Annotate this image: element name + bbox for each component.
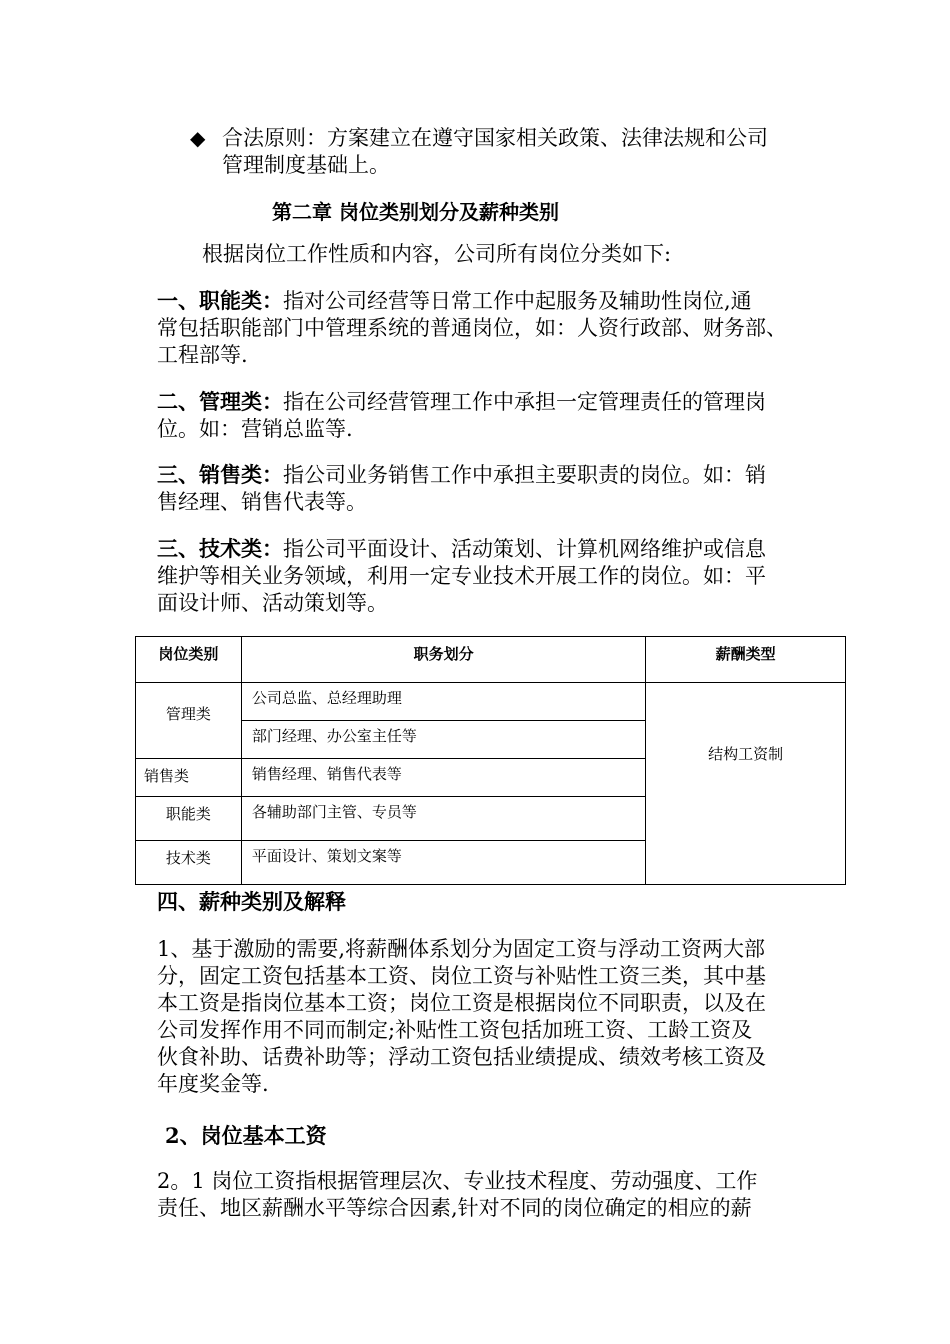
diamond-bullet-icon: ◆ [190, 126, 206, 150]
paragraph-line: 伙食补助、话费补助等；浮动工资包括业绩提成、绩效考核工资及 [157, 1045, 766, 1069]
section-heading: 二、管理类： [157, 389, 283, 414]
table-cell-category: 技术类 [136, 841, 242, 885]
section-sales [157, 461, 766, 489]
section-management [157, 388, 766, 416]
table-cell-category: 职能类 [136, 797, 242, 841]
paragraph-line: 本工资是指岗位基本工资；岗位工资是根据岗位不同职责，以及在 [157, 991, 766, 1015]
section-functional [157, 287, 752, 315]
table-cell-category: 销售类 [136, 759, 242, 797]
paragraph-line: 1、基于激励的需要,将薪酬体系划分为固定工资与浮动工资两大部 [157, 937, 766, 961]
paragraph-line: 分，固定工资包括基本工资、岗位工资与补贴性工资三类，其中基 [157, 964, 766, 988]
section-text: 工程部等. [157, 343, 248, 367]
bullet-line-2: 管理制度基础上。 [222, 153, 390, 177]
paragraph-line: 年度奖金等. [157, 1072, 269, 1096]
table-header-cell: 职务划分 [241, 637, 645, 683]
table-cell-salary-type: 结构工资制 [646, 683, 846, 885]
table-cell-duty: 平面设计、策划文案等 [241, 841, 645, 885]
section-text: 面设计师、活动策划等。 [157, 591, 388, 615]
job-category-table [135, 636, 846, 885]
chapter-title: 第二章 岗位类别划分及薪种类别 [272, 200, 559, 224]
section-text: 位。如：营销总监等. [157, 417, 353, 441]
section-text: 指公司业务销售工作中承担主要职责的岗位。如：销 [283, 463, 766, 487]
paragraph-line: 责任、地区薪酬水平等综合因素,针对不同的岗位确定的相应的薪 [157, 1196, 752, 1220]
paragraph-line: 公司发挥作用不同而制定;补贴性工资包括加班工资、工龄工资及 [157, 1018, 753, 1042]
section-heading: 三、销售类： [157, 462, 283, 487]
table-header-cell: 岗位类别 [136, 637, 242, 683]
section-text: 常包括职能部门中管理系统的普通岗位，如：人资行政部、财务部、 [157, 316, 787, 340]
section-text: 指公司平面设计、活动策划、计算机网络维护或信息 [283, 537, 766, 561]
table-cell-duty: 各辅助部门主管、专员等 [241, 797, 645, 841]
section4-heading: 四、薪种类别及解释 [157, 889, 346, 914]
section-text: 指对公司经营等日常工作中起服务及辅助性岗位,通 [283, 289, 752, 313]
section5-heading: 2、岗位基本工资 [165, 1123, 327, 1148]
section-text: 售经理、销售代表等。 [157, 490, 367, 514]
paragraph-line: 2。1 岗位工资指根据管理层次、专业技术程度、劳动强度、工作 [157, 1169, 758, 1193]
bullet-line-1: 合法原则：方案建立在遵守国家相关政策、法律法规和公司 [222, 126, 768, 150]
table-row [136, 683, 846, 721]
section-text: 维护等相关业务领域，利用一定专业技术开展工作的岗位。如：平 [157, 564, 766, 588]
table-cell-duty: 销售经理、销售代表等 [241, 759, 645, 797]
table-cell-duty: 部门经理、办公室主任等 [241, 721, 645, 759]
table-cell-duty: 公司总监、总经理助理 [241, 683, 645, 721]
intro-paragraph: 根据岗位工作性质和内容，公司所有岗位分类如下: [202, 242, 672, 266]
section-text: 指在公司经营管理工作中承担一定管理责任的管理岗 [283, 390, 766, 414]
section-heading: 一、职能类： [157, 288, 283, 313]
section-technical [157, 535, 766, 563]
table-header-row [136, 637, 846, 683]
table-header-cell: 薪酬类型 [646, 637, 846, 683]
table-cell-category: 管理类 [136, 683, 242, 759]
section-heading: 三、技术类： [157, 536, 283, 561]
